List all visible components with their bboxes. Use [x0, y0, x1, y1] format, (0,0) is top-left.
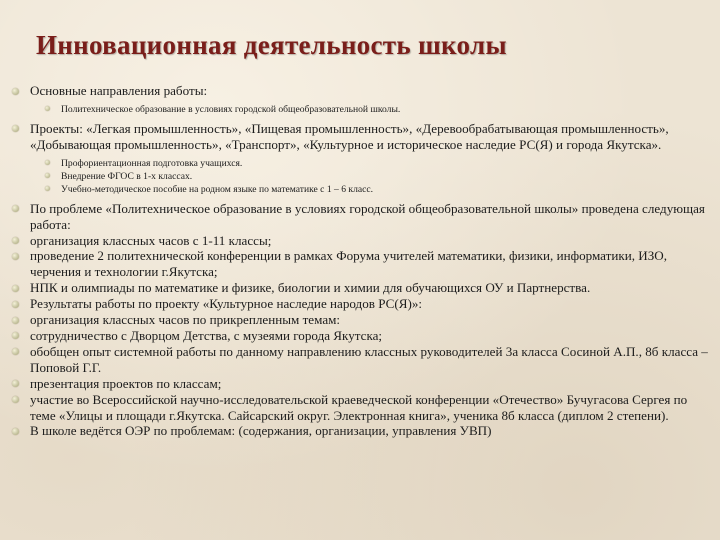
bullet-icon: [45, 186, 50, 191]
list-item-text: Учебно-методическое пособие на родном языке по математике с 1 – 6 класс.: [61, 183, 374, 195]
bullet-icon: [12, 88, 19, 95]
bullet-icon: [12, 396, 19, 403]
list-item: [9, 392, 709, 424]
list-item-text: НПК и олимпиады по математике и физике, биологии и химии для обучающихся ОУ и Партнерства.: [30, 280, 591, 296]
bullet-icon: [12, 253, 19, 260]
list-item-text: сотрудничество с Дворцом Детства, с музеями города Якутска;: [30, 327, 383, 343]
list-item: [9, 328, 709, 344]
list-item: [9, 248, 709, 280]
list-item-text: Внедрение ФГОС в 1-х классах.: [61, 170, 193, 182]
list-item: [9, 344, 709, 376]
list-item: [9, 201, 709, 233]
list-item-text: организация классных часов с 1-11 классы;: [30, 232, 272, 248]
bullet-icon: [45, 173, 50, 178]
bullet-icon: [12, 380, 19, 387]
bullet-icon: [12, 332, 19, 339]
list-item-text: В школе ведётся ОЭР по проблемам: (содержания, организации, управления УВП): [30, 423, 492, 439]
list-item-text: обобщен опыт системной работы по данному направлению классных руководителей 3а класса Сосиной А.П., 8б класса – Поповой Г.Г.: [30, 343, 708, 375]
list-item: [9, 280, 709, 296]
list-item: [9, 83, 709, 99]
bullet-icon: [45, 106, 50, 111]
list-item-text: презентация проектов по классам;: [30, 375, 222, 391]
list-item: [9, 233, 709, 249]
bullet-list: [9, 83, 709, 439]
list-item: [9, 183, 709, 196]
bullet-icon: [12, 205, 19, 212]
list-item: [9, 103, 709, 116]
list-item-text: проведение 2 политехнической конференции в рамках Форума учителей математики, физики, информатики, ИЗО, черчения и технологии г.Якутска;: [30, 248, 668, 280]
list-item-text: организация классных часов по прикрепленным темам:: [30, 312, 341, 328]
bullet-icon: [12, 125, 19, 132]
list-item: [9, 312, 709, 328]
list-item: [9, 423, 709, 439]
bullet-icon: [12, 317, 19, 324]
list-item: [9, 296, 709, 312]
list-item-text: Основные направления работы:: [30, 83, 208, 98]
bullet-icon: [12, 237, 19, 244]
list-item-text: Профориентационная подготовка учащихся.: [61, 157, 243, 169]
list-item-text: участие во Всероссийской научно-исследовательской краеведческой конференции «Отечество» Бучугасова Сергея по теме «Улицы и площади г.Якутска. Сайсарский округ. Электронная книга», ученика 8б класса (диплом 2 степени).: [30, 391, 688, 423]
slide-title: Инновационная деятельность школы: [36, 30, 507, 60]
bullet-icon: [12, 285, 19, 292]
list-item: [9, 376, 709, 392]
bullet-icon: [12, 428, 19, 435]
list-item: [9, 170, 709, 183]
slide-content: [9, 83, 709, 439]
list-item-text: Результаты работы по проекту «Культурное наследие народов РС(Я)»:: [30, 296, 423, 312]
list-item-text: Проекты: «Легкая промышленность», «Пищевая промышленность», «Деревообрабатывающая промышленность», «Добывающая промышленность», «Транспорт», «Культурное и историческое наследие РС(Я) и города Якутска».: [30, 120, 669, 152]
bullet-icon: [12, 301, 19, 308]
list-item-text: Политехническое образование в условиях городской общеобразовательной школы.: [61, 103, 401, 115]
list-item: [9, 121, 709, 153]
list-item: [9, 157, 709, 170]
bullet-icon: [12, 348, 19, 355]
list-item-text: По проблеме «Политехническое образование в условиях городской общеобразовательной школы» проведена следующая работа:: [30, 200, 705, 232]
bullet-icon: [45, 160, 50, 165]
